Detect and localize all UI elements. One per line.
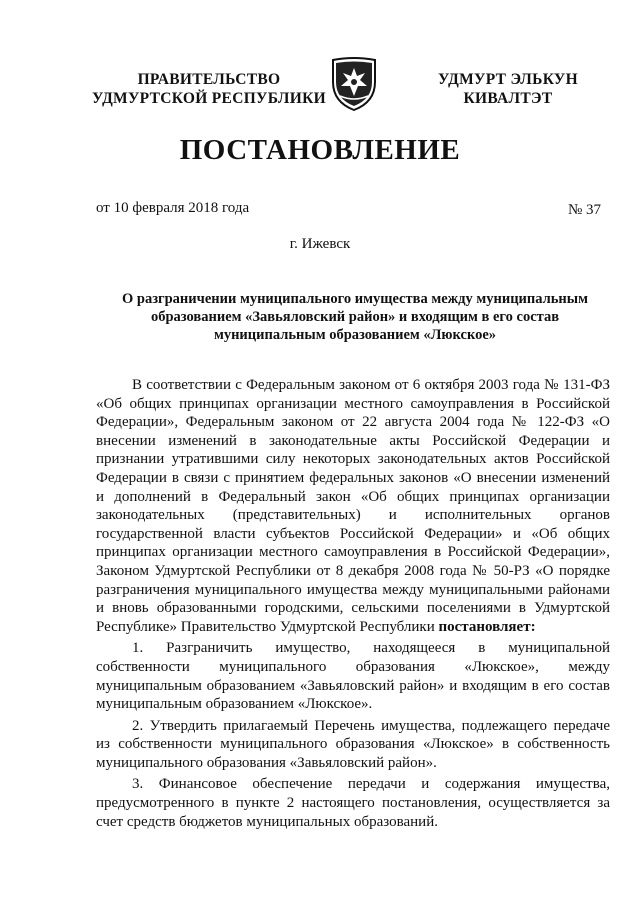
header-left-line1: ПРАВИТЕЛЬСТВО <box>137 71 281 88</box>
document-title <box>100 290 610 344</box>
resolves-word: постановляет <box>438 618 531 635</box>
document-number: № 37 <box>568 202 602 218</box>
coat-of-arms-icon <box>330 56 378 112</box>
title-line1: О разграничении муниципального имущества между муниципальным <box>121 291 588 307</box>
header-left-line2: УДМУРТСКОЙ РЕСПУБЛИКИ <box>91 90 326 107</box>
clause-1: 1. Разграничить имущество, находящееся в муниципальной собственности муниципального образования «Люкское», между муниципальным образованием «Завьяловский район» и входящим в его состав муниципальным образованием «Люкское». <box>96 640 610 713</box>
intro-paragraph <box>96 376 610 636</box>
resolves-colon: : <box>530 618 536 635</box>
document-date: от 10 февраля 2018 года <box>96 200 250 216</box>
header-right <box>418 70 598 108</box>
clause-3: 3. Финансовое обеспечение передачи и содержания имущества, предусмотренного в пункте 2 настоящего постановления, осуществляется за счет средств бюджетов муниципальных образований. <box>96 776 610 830</box>
title-line3: муниципальным образованием «Люкское» <box>213 327 497 343</box>
clause-2: 2. Утвердить прилагаемый Перечень имущества, подлежащего передаче из собственности муниципального образования «Люкское» в собственность муниципального образования «Завьяловский район». <box>96 717 610 771</box>
document-type: ПОСТАНОВЛЕНИЕ <box>179 134 461 166</box>
intro-text: В соответствии с Федеральным законом от 6 октября 2003 года № 131-ФЗ «Об общих принципах организации местного самоуправления в Российской Федерации», Федеральным законом от 22 августа 2004 года № 122-ФЗ «О внесении изменений в законодательные акты Российской Федерации и признании утратившими силу некоторых законодательных актов Российской Федерации в связи с принятием федеральных законов «О внесении изменений и дополнений в Федеральный закон «Об общих принципах организации законодательных (представительных) и исполнительных органов государственной власти субъектов Российской Федерации» и «Об общих принципах организации местного самоуправления в Российской Федерации», Законом Удмуртской Республики от 8 декабря 2008 года № 50-РЗ «О порядке разграничения муниципального имущества между муниципальными районами и вновь образованными городскими, сельскими поселениями в Удмуртской Республике» Правительство Удмуртской Республики <box>96 377 610 635</box>
header-right-line1: УДМУРТ ЭЛЬКУН <box>438 71 578 88</box>
document-body <box>96 376 610 834</box>
header-right-line2: КИВАЛТЭТ <box>463 90 553 107</box>
document-city: г. Ижевск <box>289 236 351 252</box>
header-left <box>84 70 334 108</box>
title-line2: образованием «Завьяловский район» и входящим в его состав <box>150 309 560 325</box>
